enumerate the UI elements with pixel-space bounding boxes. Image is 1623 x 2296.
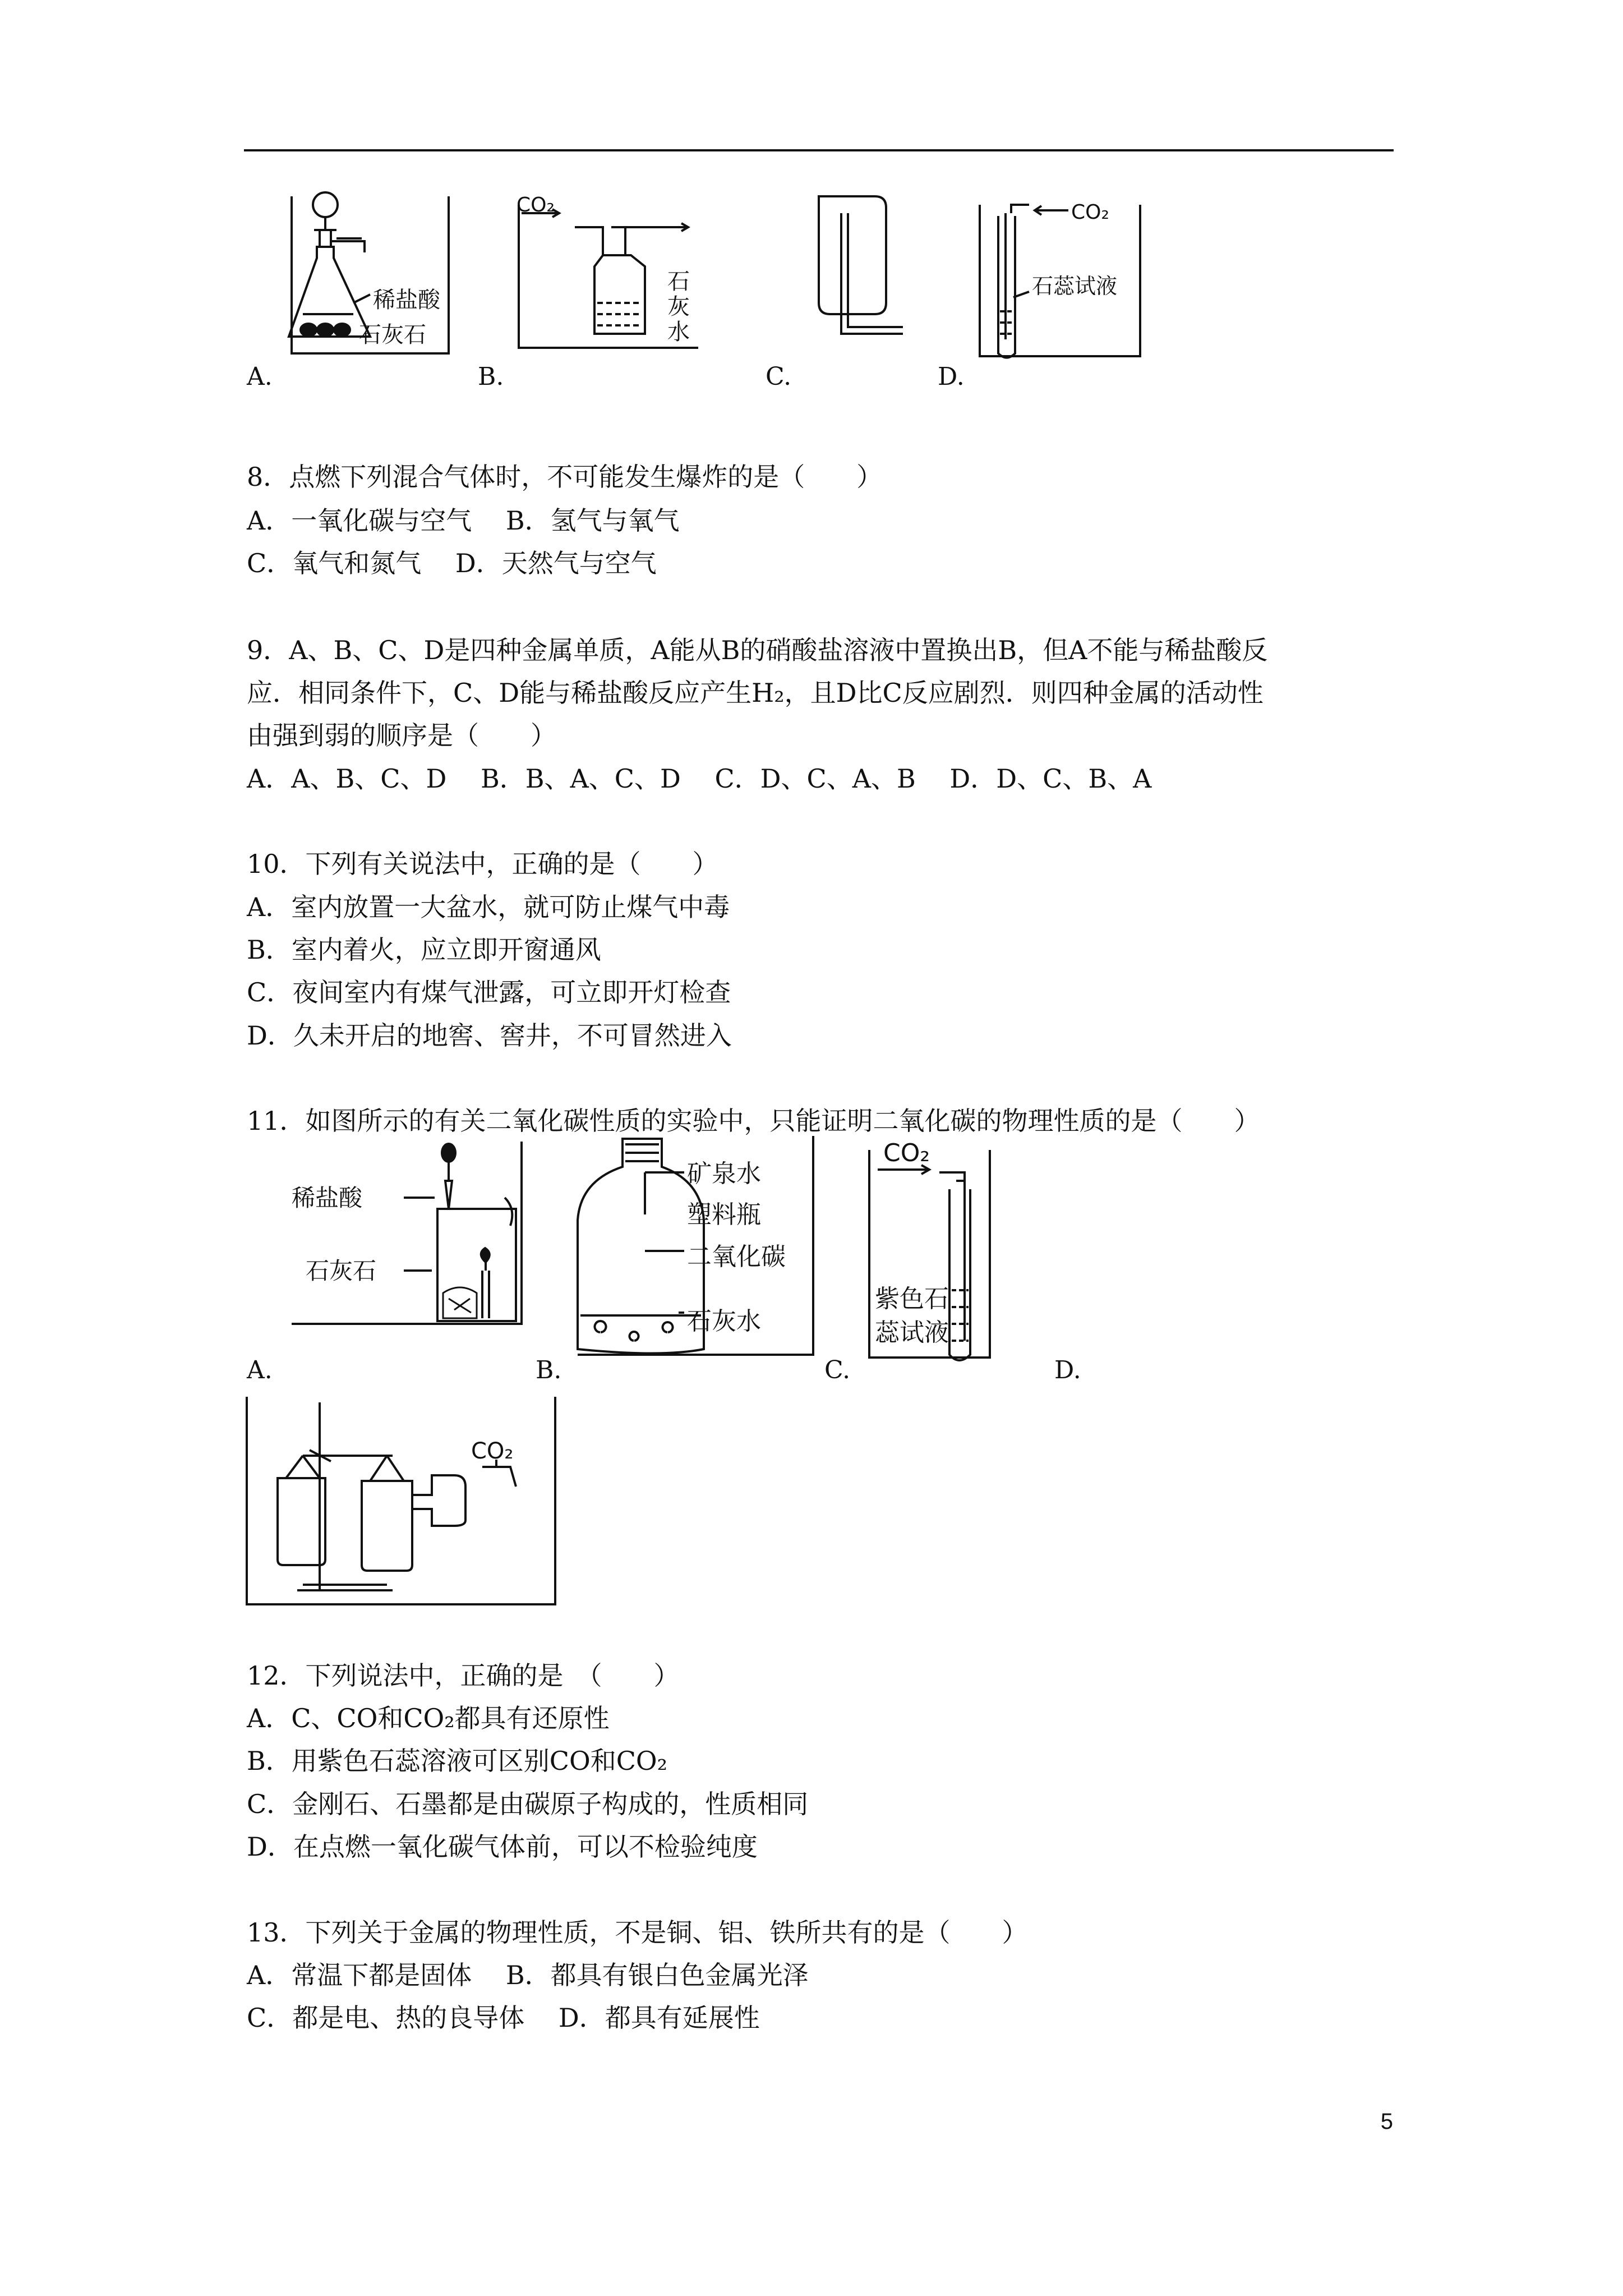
q10-option-a[interactable]: A．室内放置一大盆水，就可防止煤气中毒 xyxy=(247,892,730,922)
q11d-gas-label: CO₂ xyxy=(471,1438,514,1464)
q7a-stone-label: 石灰石 xyxy=(359,322,426,348)
q13-options-line1[interactable]: A．常温下都是固体 B．都具有银白色金属光泽 xyxy=(247,1960,809,1990)
q11b-bottle-label: 塑料瓶 xyxy=(687,1200,761,1229)
q12-stem: 12．下列说法中，正确的是 （ ） xyxy=(247,1660,680,1691)
q8-stem: 8．点燃下列混合气体时，不可能发生爆炸的是（ ） xyxy=(247,462,883,492)
q11-figure-a xyxy=(292,1142,533,1327)
q11a-acid-label: 稀盐酸 xyxy=(292,1184,363,1212)
q8-options-line2[interactable]: C．氧气和氮气 D．天然气与空气 xyxy=(247,548,657,578)
q11a-stone-label: 石灰石 xyxy=(306,1257,377,1285)
q7b-lime-2: 灰 xyxy=(667,294,690,320)
q11c-liquid-2: 蕊试液 xyxy=(875,1318,949,1347)
q11-figure-b xyxy=(578,1136,819,1366)
q11-figure-c xyxy=(866,1139,1012,1374)
q11-stem: 11．如图所示的有关二氧化碳性质的实验中，只能证明二氧化碳的物理性质的是（ ） xyxy=(247,1106,1260,1136)
q12-option-b[interactable]: B．用紫色石蕊溶液可区别CO和CO₂ xyxy=(247,1746,668,1776)
q12-option-d[interactable]: D．在点燃一氧化碳气体前，可以不检验纯度 xyxy=(247,1832,758,1862)
q11c-liquid-1: 紫色石 xyxy=(875,1285,949,1313)
q7-figure-a xyxy=(292,185,454,365)
q7b-lime-1: 石 xyxy=(667,269,690,295)
q10-stem: 10．下列有关说法中，正确的是（ ） xyxy=(247,849,718,879)
q7-option-b[interactable]: B. xyxy=(478,362,504,391)
header-rule xyxy=(244,149,1394,151)
q11-option-a[interactable]: A. xyxy=(247,1356,273,1384)
q7a-acid-label: 稀盐酸 xyxy=(373,287,440,313)
q11-option-d[interactable]: D. xyxy=(1054,1356,1081,1384)
q10-option-d[interactable]: D．久未开启的地窖、窖井，不可冒然进入 xyxy=(247,1020,732,1051)
q11-option-c[interactable]: C. xyxy=(824,1356,851,1384)
q11-option-b[interactable]: B. xyxy=(536,1356,562,1384)
q13-stem: 13．下列关于金属的物理性质，不是铜、铝、铁所共有的是（ ） xyxy=(247,1917,1028,1948)
q7-figure-b xyxy=(519,194,709,351)
q11b-lime-label: 石灰水 xyxy=(687,1307,761,1336)
q8-options-line1[interactable]: A．一氧化碳与空气 B．氢气与氧气 xyxy=(247,505,680,536)
page-number: 5 xyxy=(1380,2109,1393,2134)
q10-option-b[interactable]: B．室内着火，应立即开窗通风 xyxy=(247,935,601,965)
q9-options[interactable]: A．A、B、C、D B．B、A、C、D C．D、C、A、B D．D、C、B、A xyxy=(247,763,1152,794)
q7b-lime-3: 水 xyxy=(667,319,690,345)
q7d-gas-label: CO₂ xyxy=(1071,201,1109,224)
q12-option-a[interactable]: A．C、CO和CO₂都具有还原性 xyxy=(247,1703,610,1733)
q7-option-c[interactable]: C. xyxy=(766,362,792,391)
q7-figure-c xyxy=(808,196,909,348)
q7b-gas-label: CO₂ xyxy=(517,194,555,217)
q11b-water-label: 矿泉水 xyxy=(687,1159,761,1188)
q7-option-d[interactable]: D. xyxy=(938,362,965,391)
q11c-gas-label: CO₂ xyxy=(883,1139,930,1167)
q11-figure-d xyxy=(247,1397,561,1610)
q10-option-c[interactable]: C．夜间室内有煤气泄露，可立即开灯检查 xyxy=(247,977,731,1007)
q12-option-c[interactable]: C．金刚石、石墨都是由碳原子构成的，性质相同 xyxy=(247,1789,809,1819)
q9-stem-line3: 由强到弱的顺序是（ ） xyxy=(247,720,556,751)
q9-stem-line1: 9．A、B、C、D是四种金属单质，A能从B的硝酸盐溶液中置换出B，但A不能与稀盐酸反 xyxy=(247,635,1268,665)
q7-figure-d xyxy=(979,194,1147,362)
q7d-liquid-label: 石蕊试液 xyxy=(1032,274,1118,298)
q11b-gas-label: 二氧化碳 xyxy=(687,1243,786,1271)
q13-options-line2[interactable]: C．都是电、热的良导体 D．都具有延展性 xyxy=(247,2003,760,2033)
q9-stem-line2: 应．相同条件下，C、D能与稀盐酸反应产生H₂，且D比C反应剧烈．则四种金属的活动性 xyxy=(247,678,1264,708)
q7-option-a[interactable]: A. xyxy=(247,362,273,391)
